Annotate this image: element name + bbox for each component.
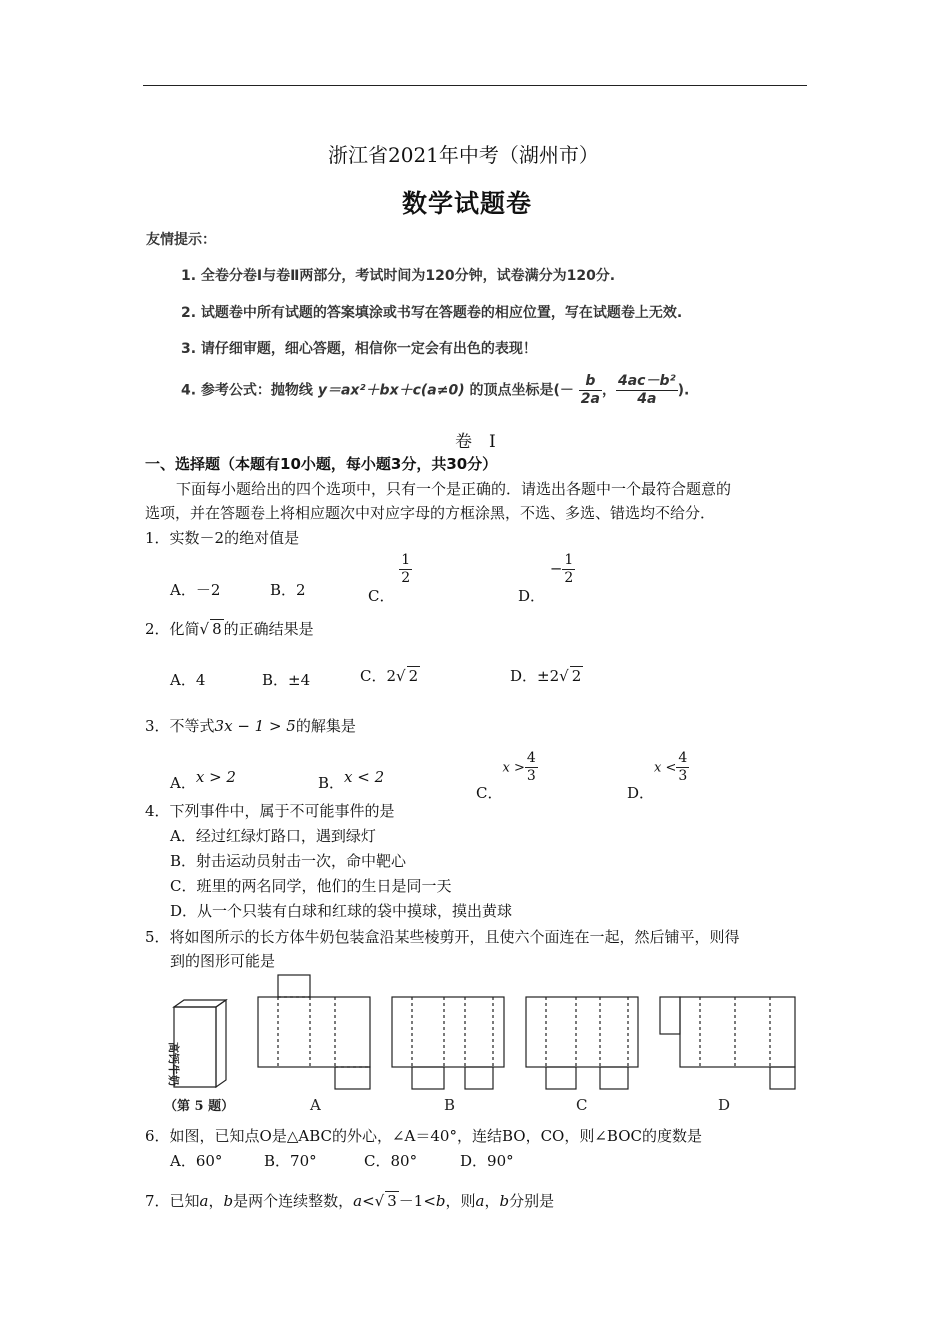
vertex-y-fraction <box>616 373 678 408</box>
q7-ans-b: b <box>499 1192 510 1210</box>
tip-4-mid: 的顶点坐标是(－ <box>469 382 574 399</box>
net-option-c <box>526 997 638 1089</box>
q3-d-den: 3 <box>678 768 688 784</box>
q3-c-label: C． <box>476 783 503 802</box>
q5-figure <box>160 972 820 1122</box>
q2-c-coef: 2 <box>386 667 397 685</box>
q2-d-radical-symbol: √ <box>559 667 569 685</box>
q7-ans-a: a <box>475 1192 485 1210</box>
tip-2: 2. 试题卷中所有试题的答案填涂或书写在答题卷的相应位置，写在试题卷上无效. <box>181 305 683 321</box>
q6-option-a: A．60° <box>170 1152 223 1170</box>
q2-d-coef: ±2 <box>537 667 560 685</box>
q3-option-a <box>170 768 236 793</box>
q7-stem-post: ，则 <box>445 1192 476 1210</box>
q7-stem-pre: 7．已知 <box>145 1192 200 1210</box>
q3-inequality: 3x − 1 > 5 <box>214 717 296 735</box>
q1-c-num: 1 <box>401 552 411 568</box>
q3-c-fraction <box>525 750 538 785</box>
q7-var-b: b <box>223 1192 234 1210</box>
q7-radical-symbol: √ <box>374 1192 385 1210</box>
top-rule <box>143 85 807 86</box>
vertex-x-num: b <box>585 373 596 389</box>
q2-stem-post: 的正确结果是 <box>223 620 314 638</box>
q3-d-num: 4 <box>678 750 688 766</box>
q2-option-c <box>360 665 420 686</box>
q2-stem-pre: 2．化简 <box>145 620 200 638</box>
q1-d-den: 2 <box>564 570 574 586</box>
q1-d-num: 1 <box>564 552 574 568</box>
net-option-a <box>258 975 370 1089</box>
q7-ineq-a: a <box>353 1192 363 1210</box>
net-label-a: A <box>310 1096 321 1114</box>
tip-3: 3. 请仔细审题，细心答题，相信你一定会有出色的表现！ <box>181 341 537 357</box>
tip-4-prefix: 4. 参考公式：抛物线 <box>181 382 313 399</box>
q5-stem-line-1: 5．将如图所示的长方体牛奶包装盒沿某些棱剪开，且使六个面连在一起，然后铺平，则得 <box>145 928 740 946</box>
q5-stem-line-2: 到的图形可能是 <box>170 952 276 970</box>
q1-c-label: C． <box>368 586 395 605</box>
q3-b-expr: x < 2 <box>344 768 385 786</box>
q6-option-d: D．90° <box>460 1152 514 1170</box>
q7-stem-end: 分别是 <box>509 1192 555 1210</box>
q2-c-radical-symbol: √ <box>396 667 406 685</box>
section-instruction-1: 下面每小题给出的四个选项中，只有一个是正确的．请选出各题中一个最符合题意的 <box>176 480 732 498</box>
q7-stem <box>145 1190 554 1211</box>
q7-ineq-b: b <box>435 1192 446 1210</box>
q1-stem: 1．实数－2的绝对值是 <box>145 529 300 547</box>
net-option-d <box>660 997 795 1089</box>
q7-radicand: 3 <box>387 1192 397 1210</box>
section-instruction-2: 选项，并在答题卷上将相应题次中对应字母的方框涂黑，不选、多选、错选均不给分． <box>145 504 716 522</box>
q6-option-b: B．70° <box>264 1152 317 1170</box>
q3-d-fraction <box>676 750 689 785</box>
tips-heading: 友情提示： <box>146 232 216 248</box>
q2-option-a: A．4 <box>170 671 206 689</box>
q3-d-expr: x < <box>654 760 677 776</box>
net-label-b: B <box>444 1096 456 1114</box>
q4-option-c: C．班里的两名同学，他们的生日是同一天 <box>170 877 452 895</box>
net-label-d: D <box>718 1096 731 1114</box>
q3-stem-pre: 3．不等式 <box>145 717 215 735</box>
q4-stem: 4．下列事件中，属于不可能事件的是 <box>145 802 395 820</box>
milk-box-figure <box>174 1000 226 1087</box>
q1-c-fraction <box>399 552 412 587</box>
milk-box-text: 高钙牛奶 <box>167 1042 180 1086</box>
net-option-b <box>392 997 504 1089</box>
q6-option-c: C．80° <box>364 1152 418 1170</box>
vertex-y-num: 4ac－b² <box>617 373 676 389</box>
q2-c-label: C． <box>360 667 387 685</box>
q6-stem: 6．如图，已知点O是△ABC的外心，∠A＝40°，连结BO，CO，则∠BOC的度数是 <box>145 1127 702 1145</box>
exam-subtitle: 数学试题卷 <box>402 189 533 218</box>
q1-option-d <box>518 552 575 605</box>
q3-option-d <box>627 750 689 802</box>
vertex-y-den: 4a <box>616 390 678 408</box>
q2-c-radicand: 2 <box>408 667 419 685</box>
q2-d-radicand: 2 <box>571 667 582 685</box>
tip-4-formula: y＝ax²＋bx＋c(a≠0) <box>317 382 465 399</box>
q3-option-c <box>476 750 538 802</box>
q3-c-den: 3 <box>526 768 536 784</box>
q1-d-label: D． <box>518 586 546 605</box>
q3-option-b <box>318 768 385 793</box>
q3-c-num: 4 <box>526 750 536 766</box>
q2-option-d <box>510 665 583 686</box>
tip-4-end: ). <box>677 382 690 399</box>
vertex-x-den: 2a <box>580 391 600 407</box>
q2-radical-symbol: √ <box>199 620 210 638</box>
tip-4: 4. 参考公式：抛物线 y＝ax²＋bx＋c(a≠0) 的顶点坐标是(－ $\frac{b}{2a}$ ， $\frac{\text{4ac－b²}}{4a}$ ). <box>181 373 690 407</box>
q5-caption: （第 5 题） <box>164 1099 235 1114</box>
q7-ineq-mid: －1< <box>398 1192 436 1210</box>
q3-c-expr: x > <box>502 760 525 776</box>
q3-stem-post: 的解集是 <box>295 717 356 735</box>
q2-d-label: D． <box>510 667 538 685</box>
q4-option-b: B．射击运动员射击一次，命中靶心 <box>170 852 407 870</box>
q1-option-c <box>368 552 412 605</box>
q3-d-label: D． <box>627 783 655 802</box>
q3-stem <box>145 715 356 736</box>
vertex-x-fraction <box>579 373 602 408</box>
section-title: 一、选择题（本题有10小题，每小题3分，共30分） <box>145 455 498 473</box>
q4-option-a: A．经过红绿灯路口，遇到绿灯 <box>170 827 376 845</box>
q1-option-a: A．－2 <box>170 581 221 599</box>
q3-a-label: A． <box>170 774 196 792</box>
q2-radicand: 8 <box>212 620 222 638</box>
q1-d-sign: − <box>549 559 563 578</box>
part-label: 卷 I <box>455 432 496 452</box>
q7-var-a: a <box>199 1192 209 1210</box>
q4-option-d: D．从一个只装有白球和红球的袋中摸球，摸出黄球 <box>170 902 513 920</box>
q7-lt: < <box>362 1192 375 1210</box>
q7-stem-mid: 是两个连续整数， <box>233 1192 354 1210</box>
q1-c-den: 2 <box>401 570 411 586</box>
net-label-c: C <box>576 1096 588 1114</box>
q1-option-b: B．2 <box>270 581 306 599</box>
q3-b-label: B． <box>318 774 345 792</box>
q3-a-expr: x > 2 <box>195 768 236 786</box>
q2-option-b: B．±4 <box>262 671 311 689</box>
tip-1: 1. 全卷分卷Ⅰ与卷Ⅱ两部分，考试时间为120分钟，试卷满分为120分. <box>181 268 616 284</box>
q7-comma: ， <box>208 1192 224 1210</box>
exam-title: 浙江省2021年中考（湖州市） <box>328 143 599 167</box>
q1-d-fraction <box>562 552 575 587</box>
q2-stem <box>145 618 314 639</box>
q7-ans-comma: ， <box>484 1192 500 1210</box>
